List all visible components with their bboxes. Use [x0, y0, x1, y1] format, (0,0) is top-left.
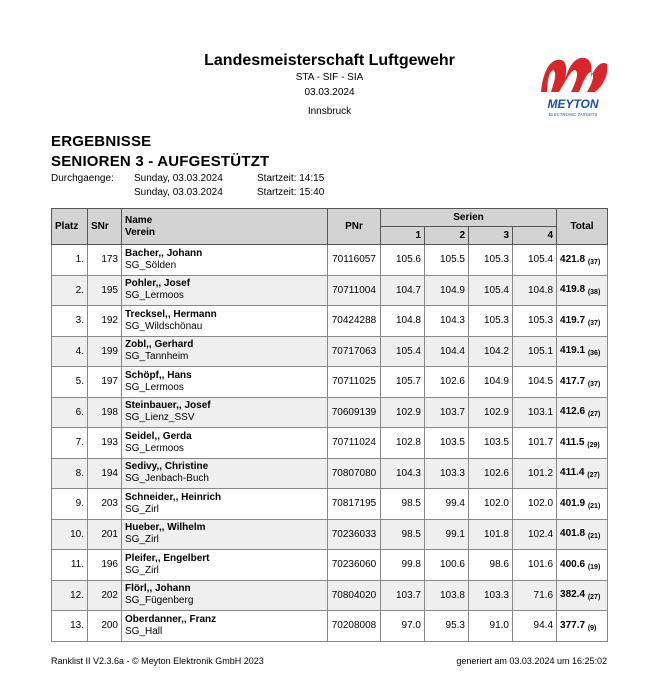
inner-ten-count: (9): [587, 624, 597, 632]
serie-2-cell: 103.7: [425, 397, 469, 428]
platz-cell: 12.: [52, 580, 88, 611]
shooter-club: SG_Zirl: [125, 534, 159, 546]
serie-3-cell: 101.8: [469, 519, 513, 550]
serie-3-cell: 104.9: [469, 367, 513, 398]
inner-ten-count: (29): [587, 441, 600, 449]
total-score: 419.7: [560, 314, 586, 326]
shooter-name: Bacher,, Johann: [125, 247, 203, 259]
serie-1-cell: 104.3: [381, 458, 425, 489]
snr-cell: 198: [88, 397, 122, 428]
total-cell: [557, 611, 608, 642]
footer-copyright: Ranklist II V2.3.6a - © Meyton Elektronik GmbH 2023: [51, 656, 264, 666]
inner-ten-count: (37): [587, 380, 601, 388]
serie-4-cell: 71.6: [513, 580, 557, 611]
serie-4-cell: 101.2: [513, 458, 557, 489]
inner-ten-count: (37): [587, 258, 601, 266]
serie-3-cell: 103.5: [469, 428, 513, 459]
total-score: 419.1: [560, 345, 586, 357]
run-1-day: Sunday, 03.03.2024: [134, 173, 223, 184]
total-score: 412.6: [560, 406, 586, 418]
total-score: 377.7: [560, 619, 586, 631]
total-score: 411.5: [560, 436, 585, 448]
header-total: Total: [557, 209, 608, 245]
total-score: 401.8: [560, 528, 586, 540]
platz-cell: 1.: [52, 245, 88, 276]
shooter-name: Zobl,, Gerhard: [125, 339, 194, 351]
pnr-cell: 70817195: [328, 489, 381, 520]
header-name: Name: [125, 214, 153, 226]
serie-3-cell: 103.3: [469, 580, 513, 611]
total-score: 419.8: [560, 284, 586, 296]
serie-1-cell: 104.7: [381, 275, 425, 306]
snr-cell: 193: [88, 428, 122, 459]
header-serien: Serien: [381, 209, 557, 227]
results-table: [51, 208, 608, 642]
run-1-start: Startzeit: 14:15: [257, 173, 325, 184]
section-subtitle: SENIOREN 3 - AUFGESTÜTZT: [51, 153, 270, 170]
event-disciplines: STA - SIF - SIA: [295, 72, 364, 83]
total-cell: [557, 519, 608, 550]
pnr-cell: 70116057: [328, 245, 381, 276]
serie-4-cell: 105.3: [513, 306, 557, 337]
inner-ten-count: (27): [587, 472, 600, 480]
serie-4-cell: 104.5: [513, 367, 557, 398]
serie-4-cell: 101.6: [513, 550, 557, 581]
total-cell: [557, 397, 608, 428]
shooter-club: SG_Jenbach-Buch: [125, 473, 209, 485]
header-name-verein: [122, 209, 328, 245]
shooter-name: Pleifer,, Engelbert: [125, 552, 210, 564]
shooter-club: SG_Zirl: [125, 564, 159, 576]
header-platz: Platz: [52, 209, 88, 245]
snr-cell: 194: [88, 458, 122, 489]
pnr-cell: 70236033: [328, 519, 381, 550]
snr-cell: 192: [88, 306, 122, 337]
name-verein-cell: [122, 428, 328, 459]
serie-1-cell: 105.4: [381, 336, 425, 367]
table-row: [52, 367, 608, 398]
serie-1-cell: 104.8: [381, 306, 425, 337]
inner-ten-count: (27): [587, 411, 601, 419]
serie-2-cell: 104.4: [425, 336, 469, 367]
total-cell: [557, 580, 608, 611]
platz-cell: 8.: [52, 458, 88, 489]
name-verein-cell: [122, 336, 328, 367]
total-cell: [557, 245, 608, 276]
snr-cell: 195: [88, 275, 122, 306]
serie-3-cell: 105.4: [469, 275, 513, 306]
serie-2-cell: 95.3: [425, 611, 469, 642]
shooter-name: Schneider,, Heinrich: [125, 491, 222, 503]
serie-4-cell: 94.4: [513, 611, 557, 642]
platz-cell: 9.: [52, 489, 88, 520]
shooter-club: SG_Fügenberg: [125, 595, 194, 607]
serie-1-cell: 98.5: [381, 489, 425, 520]
shooter-name: Schöpf,, Hans: [125, 369, 192, 381]
shooter-club: SG_Lermoos: [125, 442, 184, 454]
serie-1-cell: 105.7: [381, 367, 425, 398]
serie-2-cell: 100.6: [425, 550, 469, 581]
table-row: [52, 397, 608, 428]
serie-1-cell: 103.7: [381, 580, 425, 611]
total-cell: [557, 336, 608, 367]
inner-ten-count: (36): [587, 350, 601, 358]
serie-3-cell: 91.0: [469, 611, 513, 642]
platz-cell: 4.: [52, 336, 88, 367]
total-score: 400.6: [560, 558, 586, 570]
serie-4-cell: 104.8: [513, 275, 557, 306]
logo-text: MEYTON: [547, 97, 599, 111]
inner-ten-count: (19): [587, 563, 601, 571]
footer-generated: generiert am 03.03.2024 um 16:25:02: [456, 656, 607, 666]
meyton-logo-icon: [537, 50, 609, 122]
total-score: 421.8: [560, 253, 586, 265]
header-serie-4: 4: [513, 227, 557, 245]
snr-cell: 196: [88, 550, 122, 581]
serie-3-cell: 105.3: [469, 306, 513, 337]
serie-2-cell: 104.3: [425, 306, 469, 337]
table-row: [52, 580, 608, 611]
serie-2-cell: 102.6: [425, 367, 469, 398]
table-row: [52, 336, 608, 367]
shooter-name: Flörl,, Johann: [125, 583, 191, 595]
serie-1-cell: 98.5: [381, 519, 425, 550]
total-cell: [557, 458, 608, 489]
platz-cell: 3.: [52, 306, 88, 337]
serie-2-cell: 105.5: [425, 245, 469, 276]
total-cell: [557, 428, 608, 459]
table-row: [52, 458, 608, 489]
snr-cell: 201: [88, 519, 122, 550]
platz-cell: 2.: [52, 275, 88, 306]
header-serie-1: 1: [381, 227, 425, 245]
shooter-club: SG_Sölden: [125, 259, 177, 271]
pnr-cell: 70424288: [328, 306, 381, 337]
inner-ten-count: (21): [587, 502, 601, 510]
pnr-cell: 70717063: [328, 336, 381, 367]
platz-cell: 6.: [52, 397, 88, 428]
serie-3-cell: 98.6: [469, 550, 513, 581]
serie-3-cell: 104.2: [469, 336, 513, 367]
table-row: [52, 519, 608, 550]
shooter-name: Sedivy,, Christine: [125, 461, 209, 473]
total-cell: [557, 306, 608, 337]
platz-cell: 13.: [52, 611, 88, 642]
inner-ten-count: (37): [587, 319, 601, 327]
total-cell: [557, 550, 608, 581]
shooter-club: SG_Wildschönau: [125, 320, 203, 332]
total-score: 401.9: [560, 497, 586, 509]
name-verein-cell: [122, 580, 328, 611]
total-cell: [557, 489, 608, 520]
shooter-club: SG_Lermoos: [125, 290, 184, 302]
serie-4-cell: 103.1: [513, 397, 557, 428]
name-verein-cell: [122, 458, 328, 489]
serie-2-cell: 99.1: [425, 519, 469, 550]
pnr-cell: 70208008: [328, 611, 381, 642]
name-verein-cell: [122, 611, 328, 642]
shooter-club: SG_Lermoos: [125, 381, 184, 393]
pnr-cell: 70807080: [328, 458, 381, 489]
name-verein-cell: [122, 275, 328, 306]
name-verein-cell: [122, 306, 328, 337]
serie-1-cell: 105.6: [381, 245, 425, 276]
serie-3-cell: 105.3: [469, 245, 513, 276]
logo-subtext: ELECTRONIC TARGETS: [548, 112, 598, 117]
event-title: Landesmeisterschaft Luftgewehr: [204, 52, 455, 69]
name-verein-cell: [122, 550, 328, 581]
total-cell: [557, 367, 608, 398]
name-verein-cell: [122, 397, 328, 428]
platz-cell: 5.: [52, 367, 88, 398]
section-title: ERGEBNISSE: [51, 133, 152, 150]
header-pnr: PNr: [328, 209, 381, 245]
pnr-cell: 70711024: [328, 428, 381, 459]
serie-1-cell: 99.8: [381, 550, 425, 581]
serie-1-cell: 97.0: [381, 611, 425, 642]
shooter-name: Seidel,, Gerda: [125, 430, 192, 442]
logo-mark: [541, 58, 607, 92]
shooter-club: SG_Lienz_SSV: [125, 412, 195, 424]
total-score: 417.7: [560, 375, 586, 387]
serie-4-cell: 102.0: [513, 489, 557, 520]
serie-4-cell: 105.1: [513, 336, 557, 367]
platz-cell: 7.: [52, 428, 88, 459]
header-verein: Verein: [125, 226, 156, 238]
name-verein-cell: [122, 245, 328, 276]
inner-ten-count: (27): [587, 594, 601, 602]
inner-ten-count: (21): [587, 533, 601, 541]
shooter-name: Hueber,, Wilhelm: [125, 522, 206, 534]
serie-2-cell: 104.9: [425, 275, 469, 306]
table-row: [52, 550, 608, 581]
serie-2-cell: 103.5: [425, 428, 469, 459]
serie-4-cell: 102.4: [513, 519, 557, 550]
serie-4-cell: 101.7: [513, 428, 557, 459]
snr-cell: 173: [88, 245, 122, 276]
snr-cell: 199: [88, 336, 122, 367]
snr-cell: 200: [88, 611, 122, 642]
shooter-name: Steinbauer,, Josef: [125, 400, 211, 412]
event-location: Innsbruck: [307, 106, 352, 117]
header-serie-3: 3: [469, 227, 513, 245]
pnr-cell: 70236060: [328, 550, 381, 581]
name-verein-cell: [122, 519, 328, 550]
shooter-club: SG_Hall: [125, 625, 163, 637]
shooter-club: SG_Tannheim: [125, 351, 189, 363]
name-verein-cell: [122, 367, 328, 398]
snr-cell: 202: [88, 580, 122, 611]
pnr-cell: 70711025: [328, 367, 381, 398]
run-2-day: Sunday, 03.03.2024: [134, 187, 223, 198]
pnr-cell: 70804020: [328, 580, 381, 611]
serie-4-cell: 105.4: [513, 245, 557, 276]
serie-3-cell: 102.9: [469, 397, 513, 428]
snr-cell: 203: [88, 489, 122, 520]
runs-label: Durchgaenge:: [51, 173, 114, 184]
name-verein-cell: [122, 489, 328, 520]
platz-cell: 11.: [52, 550, 88, 581]
serie-3-cell: 102.0: [469, 489, 513, 520]
total-score: 411.4: [560, 467, 585, 479]
shooter-name: Pohler,, Josef: [125, 278, 191, 290]
table-row: [52, 489, 608, 520]
header-serie-2: 2: [425, 227, 469, 245]
table-row: [52, 275, 608, 306]
shooter-name: Oberdanner,, Franz: [125, 613, 217, 625]
serie-2-cell: 103.3: [425, 458, 469, 489]
table-row: [52, 245, 608, 276]
inner-ten-count: (38): [587, 289, 601, 297]
serie-1-cell: 102.9: [381, 397, 425, 428]
serie-2-cell: 103.8: [425, 580, 469, 611]
pnr-cell: 70711004: [328, 275, 381, 306]
pnr-cell: 70609139: [328, 397, 381, 428]
table-row: [52, 428, 608, 459]
header-snr: SNr: [88, 209, 122, 245]
shooter-name: Trecksel,, Hermann: [125, 308, 217, 320]
table-row: [52, 306, 608, 337]
shooter-club: SG_Zirl: [125, 503, 159, 515]
snr-cell: 197: [88, 367, 122, 398]
total-cell: [557, 275, 608, 306]
total-score: 382.4: [560, 589, 586, 601]
run-2-start: Startzeit: 15:40: [257, 187, 325, 198]
serie-2-cell: 99.4: [425, 489, 469, 520]
serie-3-cell: 102.6: [469, 458, 513, 489]
serie-1-cell: 102.8: [381, 428, 425, 459]
event-date: 03.03.2024: [304, 87, 355, 98]
table-row: [52, 611, 608, 642]
platz-cell: 10.: [52, 519, 88, 550]
